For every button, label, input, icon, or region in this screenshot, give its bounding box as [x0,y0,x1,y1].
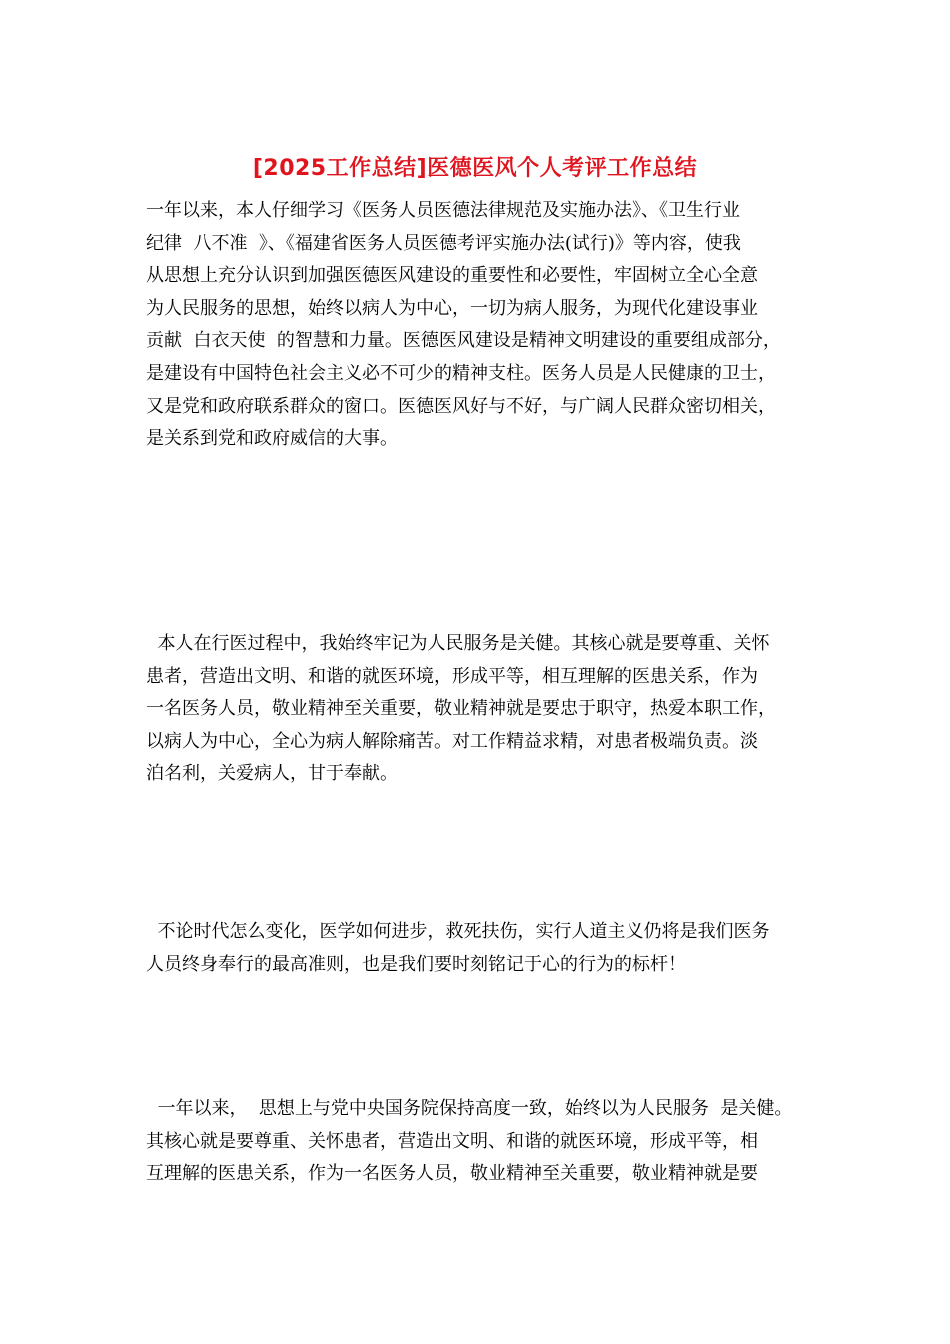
text-line: 其核心就是要尊重、关怀患者，营造出文明、和谐的就医环境，形成平等，相 [146,1130,758,1152]
paragraph-2 [146,628,846,791]
text-line: 以病人为中心，全心为病人解除痛苦。对工作精益求精，对患者极端负责。淡 [146,730,758,752]
text-line: 从思想上充分认识到加强医德医风建设的重要性和必要性，牢固树立全心全意 [146,265,758,287]
paragraph-3 [146,916,846,981]
text-line: 一名医务人员，敬业精神至关重要，敬业精神就是要忠于职守，热爱本职工作， [146,698,776,720]
text-line: 又是党和政府联系群众的窗口。医德医风好与不好，与广阔人民群众密切相关， [146,395,776,417]
paragraph-1 [146,195,846,456]
text-line: 本人在行医过程中，我始终牢记为人民服务是关健。其核心就是要尊重、关怀 [146,633,770,654]
text-line: 一年以来， 思想上与党中央国务院保持高度一致，始终以为人民服务 是关健。 [146,1098,793,1119]
document-title: [2025工作总结]医德医风个人考评工作总结 [252,156,698,181]
text-line: 贡献 白衣天使 的智慧和力量。医德医风建设是精神文明建设的重要组成部分， [146,330,781,352]
text-line: 患者，营造出文明、和谐的就医环境，形成平等，相互理解的医患关系，作为 [146,665,758,687]
text-line: 互理解的医患关系，作为一名医务人员，敬业精神至关重要，敬业精神就是要 [146,1163,758,1185]
text-line: 是关系到党和政府威信的大事。 [146,428,398,450]
text-line: 人员终身奉行的最高准则，也是我们要时刻铭记于心的行为的标杆！ [146,953,686,975]
paragraph-4 [146,1093,846,1191]
text-line: 是建设有中国特色社会主义必不可少的精神支柱。医务人员是人民健康的卫士， [146,362,776,384]
text-line: 为人民服务的思想，始终以病人为中心，一切为病人服务，为现代化建设事业 [146,297,758,319]
text-line: 一年以来，本人仔细学习《医务人员医德法律规范及实施办法》、《卫生行业 [146,200,740,221]
text-line: 泊名利，关爱病人，甘于奉献。 [146,763,398,785]
text-line: 纪律 八不准 》、《福建省医务人员医德考评实施办法(试行)》等内容，使我 [146,232,741,254]
text-line: 不论时代怎么变化，医学如何进步，救死扶伤，实行人道主义仍将是我们医务 [146,921,770,942]
